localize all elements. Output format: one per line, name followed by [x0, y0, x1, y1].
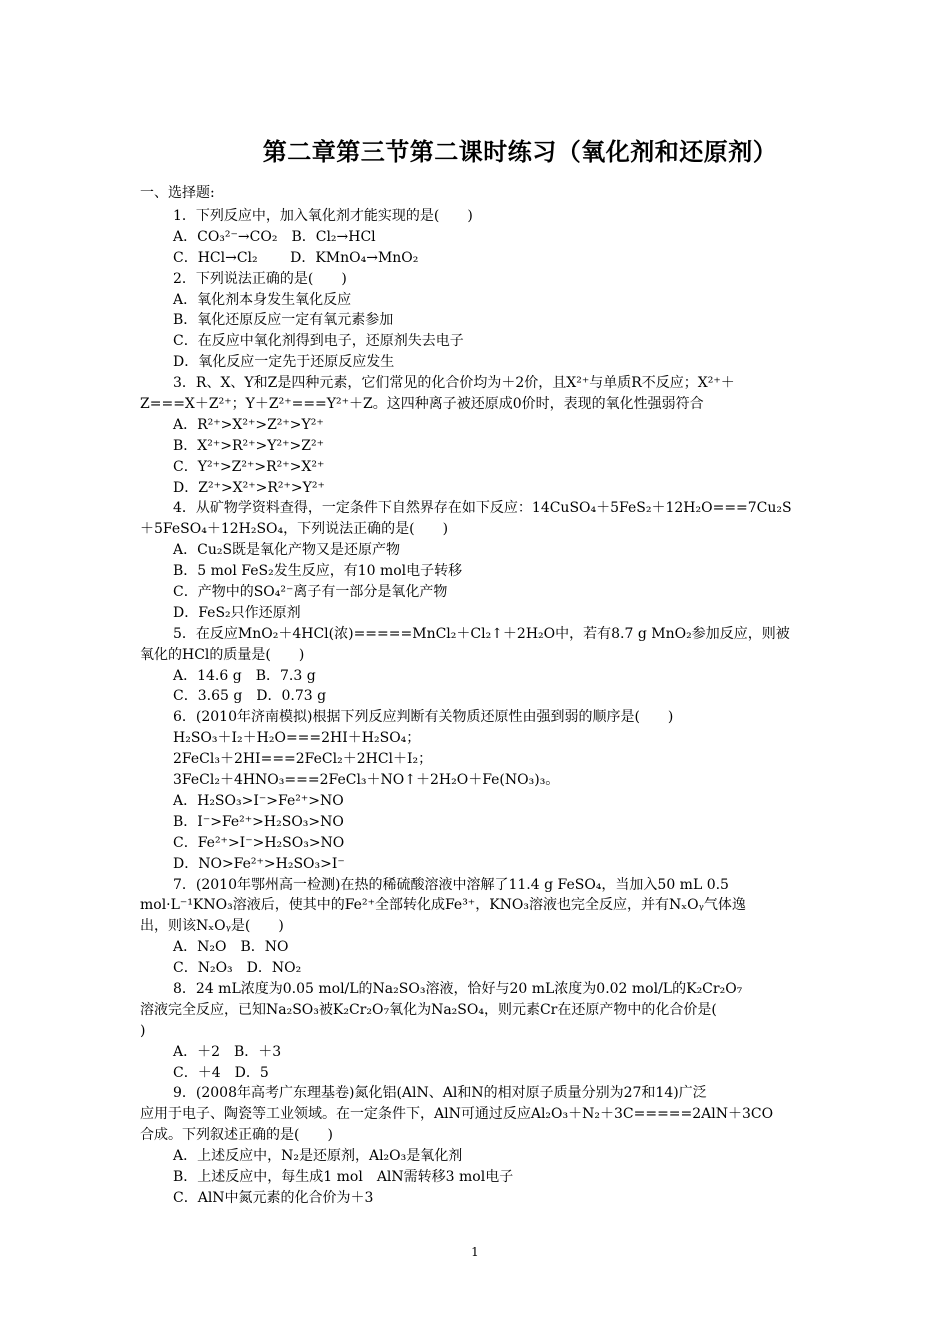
text-line: D．NO>Fe²⁺>H₂SO₃>I⁻	[173, 855, 345, 872]
text-line: 7．(2010年鄂州高一检测)在热的稀硫酸溶液中溶解了11.4 g FeSO₄，当加入50 mL 0.5	[173, 876, 729, 893]
text-line: 2FeCl₃＋2HI===2FeCl₂＋2HCl＋I₂；	[173, 751, 433, 768]
text-line: D．FeS₂只作还原剂	[173, 604, 301, 621]
text-line: A．＋2 B．＋3	[173, 1043, 282, 1060]
text-line: 1．下列反应中，加入氧化剂才能实现的是( )	[173, 208, 473, 224]
text-line: 4．从矿物学资料查得，一定条件下自然界存在如下反应：14CuSO₄＋5FeS₂＋12H₂O===7Cu₂S	[173, 500, 792, 517]
text-line: C．在反应中氧化剂得到电子，还原剂失去电子	[173, 333, 464, 350]
text-line: B．氧化还原反应一定有氧元素参加	[173, 312, 394, 329]
text-line: 出，则该NₓOᵧ是( )	[140, 918, 284, 935]
text-line: B．X²⁺>R²⁺>Y²⁺>Z²⁺	[173, 437, 324, 454]
text-line: A．N₂O B．NO	[173, 939, 289, 956]
text-line: H₂SO₃＋I₂＋H₂O===2HI＋H₂SO₄；	[173, 730, 421, 747]
text-line: 氧化的HCl的质量是( )	[140, 646, 305, 663]
text-line: 溶液完全反应，已知Na₂SO₃被K₂Cr₂O₇氧化为Na₂SO₄，则元素Cr在还原产物中的化合价是(	[140, 1001, 717, 1018]
text-line: 9．(2008年高考广东理基卷)氮化铝(AlN、Al和N的相对原子质量分别为27和14)广泛	[173, 1085, 707, 1102]
text-line: B．I⁻>Fe²⁺>H₂SO₃>NO	[173, 813, 344, 830]
text-line: A．氧化剂本身发生氧化反应	[173, 291, 352, 308]
text-line: D．Z²⁺>X²⁺>R²⁺>Y²⁺	[173, 479, 325, 496]
text-line: A．H₂SO₃>I⁻>Fe²⁺>NO	[173, 792, 344, 809]
question-body	[140, 206, 816, 1209]
text-line: 8．24 mL浓度为0.05 mol/L的Na₂SO₃溶液，恰好与20 mL浓度为0.02 mol/L的K₂Cr₂O₇	[173, 980, 743, 997]
text-line: A．R²⁺>X²⁺>Z²⁺>Y²⁺	[173, 416, 324, 433]
text-line: 应用于电子、陶瓷等工业领域。在一定条件下，AlN可通过反应Al₂O₃＋N₂＋3C=====2AlN＋3CO	[140, 1106, 774, 1123]
text-line: C．产物中的SO₄²⁻离子有一部分是氧化产物	[173, 584, 448, 601]
text-line: A．上述反应中，N₂是还原剂，Al₂O₃是氧化剂	[173, 1148, 463, 1165]
text-line: C．Fe²⁺>I⁻>H₂SO₃>NO	[173, 834, 345, 851]
text-line: 2．下列说法正确的是( )	[173, 270, 347, 287]
text-line: B．上述反应中，每生成1 mol AlN需转移3 mol电子	[173, 1168, 514, 1185]
text-line: ＋5FeSO₄＋12H₂SO₄，下列说法正确的是( )	[140, 521, 449, 538]
text-line: 3FeCl₂＋4HNO₃===2FeCl₃＋NO↑＋2H₂O＋Fe(NO₃)₃。	[173, 772, 560, 789]
text-line: C．AlN中氮元素的化合价为＋3	[173, 1189, 374, 1206]
text-line: C．3.65 g D．0.73 g	[173, 688, 327, 705]
text-line: )	[140, 1022, 146, 1039]
text-line: D．氧化反应一定先于还原反应发生	[173, 354, 395, 371]
page-title: 第二章第三节第二课时练习（氧化剂和还原剂）	[262, 138, 778, 166]
text-line: C．N₂O₃ D．NO₂	[173, 960, 302, 977]
text-line: 3．R、X、Y和Z是四种元素，它们常见的化合价均为＋2价，且X²⁺与单质R不反应；X²⁺＋	[173, 375, 735, 392]
text-line: mol·L⁻¹KNO₃溶液后，使其中的Fe²⁺全部转化成Fe³⁺，KNO₃溶液也完全反应，并有NₓOᵧ气体逸	[140, 897, 746, 914]
text-line: A．CO₃²⁻→CO₂ B．Cl₂→HCl	[173, 228, 376, 245]
text-line: C．HCl→Cl₂ D．KMnO₄→MnO₂	[173, 249, 419, 266]
text-line: 6．(2010年济南模拟)根据下列反应判断有关物质还原性由强到弱的顺序是( )	[173, 709, 674, 726]
text-line: B．5 mol FeS₂发生反应，有10 mol电子转移	[173, 563, 463, 580]
section-heading: 一、选择题:	[140, 185, 215, 201]
text-line: 合成。下列叙述正确的是( )	[140, 1127, 333, 1144]
page-number: 1	[471, 1245, 479, 1259]
text-line: A．Cu₂S既是氧化产物又是还原产物	[173, 542, 401, 559]
text-line: C．Y²⁺>Z²⁺>R²⁺>X²⁺	[173, 458, 325, 475]
text-line: 5．在反应MnO₂＋4HCl(浓)=====MnCl₂＋Cl₂↑＋2H₂O中，若有8.7 g MnO₂参加反应，则被	[173, 625, 790, 642]
text-line: Z===X＋Z²⁺；Y＋Z²⁺===Y²⁺＋Z。这四种离子被还原成0价时，表现的氧化性强弱符合	[140, 396, 704, 413]
text-line: C．＋4 D．5	[173, 1064, 269, 1081]
text-line: A．14.6 g B．7.3 g	[173, 667, 316, 684]
